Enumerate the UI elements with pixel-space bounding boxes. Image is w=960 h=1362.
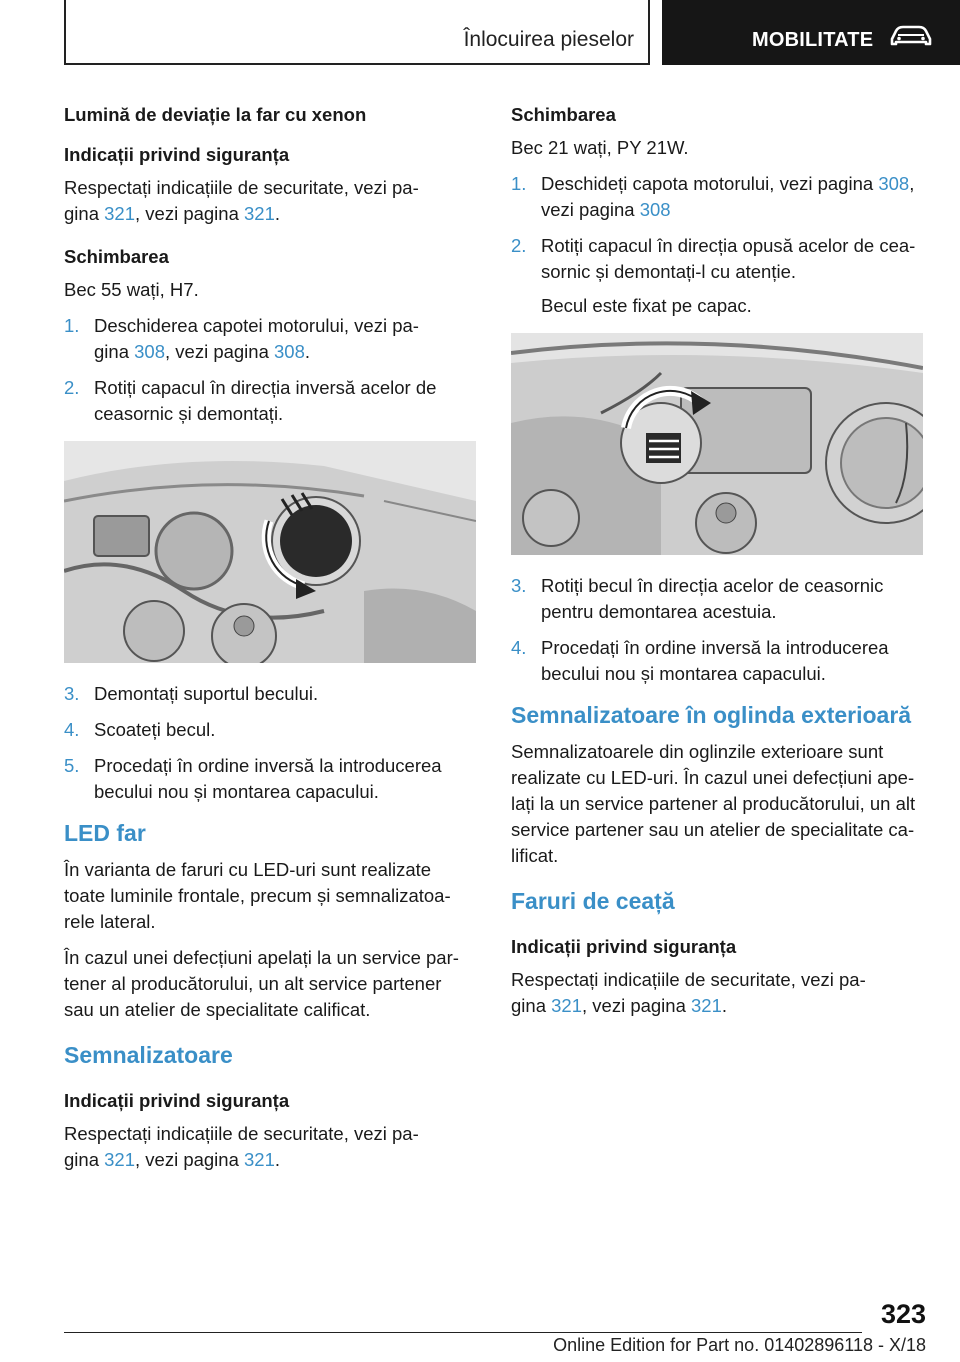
page-link-308[interactable]: 308 [878,173,910,194]
left-column [64,103,476,1191]
steps-list [64,313,476,427]
safety-heading: Indicații privind siguranța [64,144,290,165]
page-link-321[interactable]: 321 [244,1149,275,1170]
steps-list [64,681,476,805]
mirror-signal-paragraph: Semnalizatoarele din oglinzile exterioare sunt realizate cu LED-uri. În cazul unei defecțiuni ape‐ lați la un service partener al producătorului, un alt service partener sau un atelier de specialitate ca‐ lificat. [511,741,916,866]
headlight-illustration [64,441,476,663]
page-link-308[interactable]: 308 [274,341,305,362]
led-paragraph-2: În cazul unei defecțiuni apelați la un service par‐ tener al producătorului, un alt service partener sau un atelier de specialitate calificat. [64,947,459,1020]
header-chapter-label: MOBILITATE [752,29,874,51]
turn-signal-illustration [511,333,923,555]
led-paragraph-1: În varianta de faruri cu LED-uri sunt realizate toate luminile frontale, precum și semnalizatoa‐ rele lateral. [64,859,451,932]
bulb-spec: Bec 21 wați, PY 21W. [511,137,689,158]
list-item: 1. Deschideți capota motorului, vezi pagina 308, vezi pagina 308 [511,173,915,220]
change-heading: Schimbarea [64,246,169,267]
change-heading: Schimbarea [511,104,616,125]
header-section-box [64,0,650,65]
fog-safety-text: Respectați indicațiile de securitate, vezi pa‐ gina 321, vezi pagina 321. [511,969,866,1016]
list-item: 1. Deschiderea capotei motorului, vezi pa‐ gina 308, vezi pagina 308. [64,315,419,362]
bulb-spec: Bec 55 wați, H7. [64,279,199,300]
footer-divider [64,1332,862,1333]
steps-list [511,171,931,319]
header-chapter-tab[interactable] [662,0,960,65]
xenon-title: Lumină de deviație la far cu xenon [64,104,367,125]
car-icon [888,25,934,47]
page-link-321[interactable]: 321 [104,203,135,224]
page-link-321[interactable]: 321 [244,203,275,224]
list-item: 3. Rotiți becul în direcția acelor de ceasornic pentru demontarea acestuia. [511,575,884,622]
header-section-title: Înlocuirea pieselor [463,28,634,51]
signal-safety-heading: Indicații privind siguranța [64,1090,290,1111]
page-link-321[interactable]: 321 [691,995,722,1016]
steps-list [511,573,931,687]
page-link-321[interactable]: 321 [104,1149,135,1170]
fog-safety-heading: Indicații privind siguranța [511,936,737,957]
list-item: 4. Procedați în ordine inversă la introducerea becului nou și montarea capacului. [511,637,889,684]
list-item: 5. Procedați în ordine inversă la introducerea becului nou și montarea capacului. [64,755,442,802]
list-item: 2. Rotiți capacul în direcția inversă acelor de ceasornic și demontați. [64,377,437,424]
footer-edition: Online Edition for Part no. 01402896118 - X/18 [553,1335,926,1355]
led-heading: LED far [64,820,146,846]
page-link-321[interactable]: 321 [551,995,582,1016]
page-link-308[interactable]: 308 [134,341,165,362]
signal-safety-text: Respectați indicațiile de securitate, vezi pa‐ gina 321, vezi pagina 321. [64,1123,419,1170]
list-item: 2. Rotiți capacul în direcția opusă acelor de cea‐ sornic și demontați-l cu atenție. Becul este fixat pe capac. [511,235,916,316]
right-column [511,103,931,1037]
page-number: 323 [880,1299,926,1329]
fog-heading: Faruri de ceață [511,888,675,914]
page-link-308[interactable]: 308 [639,199,671,220]
list-item: 4. Scoateți becul. [64,719,216,740]
list-item: 3. Demontați suportul becului. [64,683,319,704]
safety-text: Respectați indicațiile de securitate, vezi pa‐ gina 321, vezi pagina 321. [64,177,419,224]
mirror-signal-heading: Semnalizatoare în oglinda exterioară [511,702,912,728]
signal-heading: Semnalizatoare [64,1042,233,1068]
